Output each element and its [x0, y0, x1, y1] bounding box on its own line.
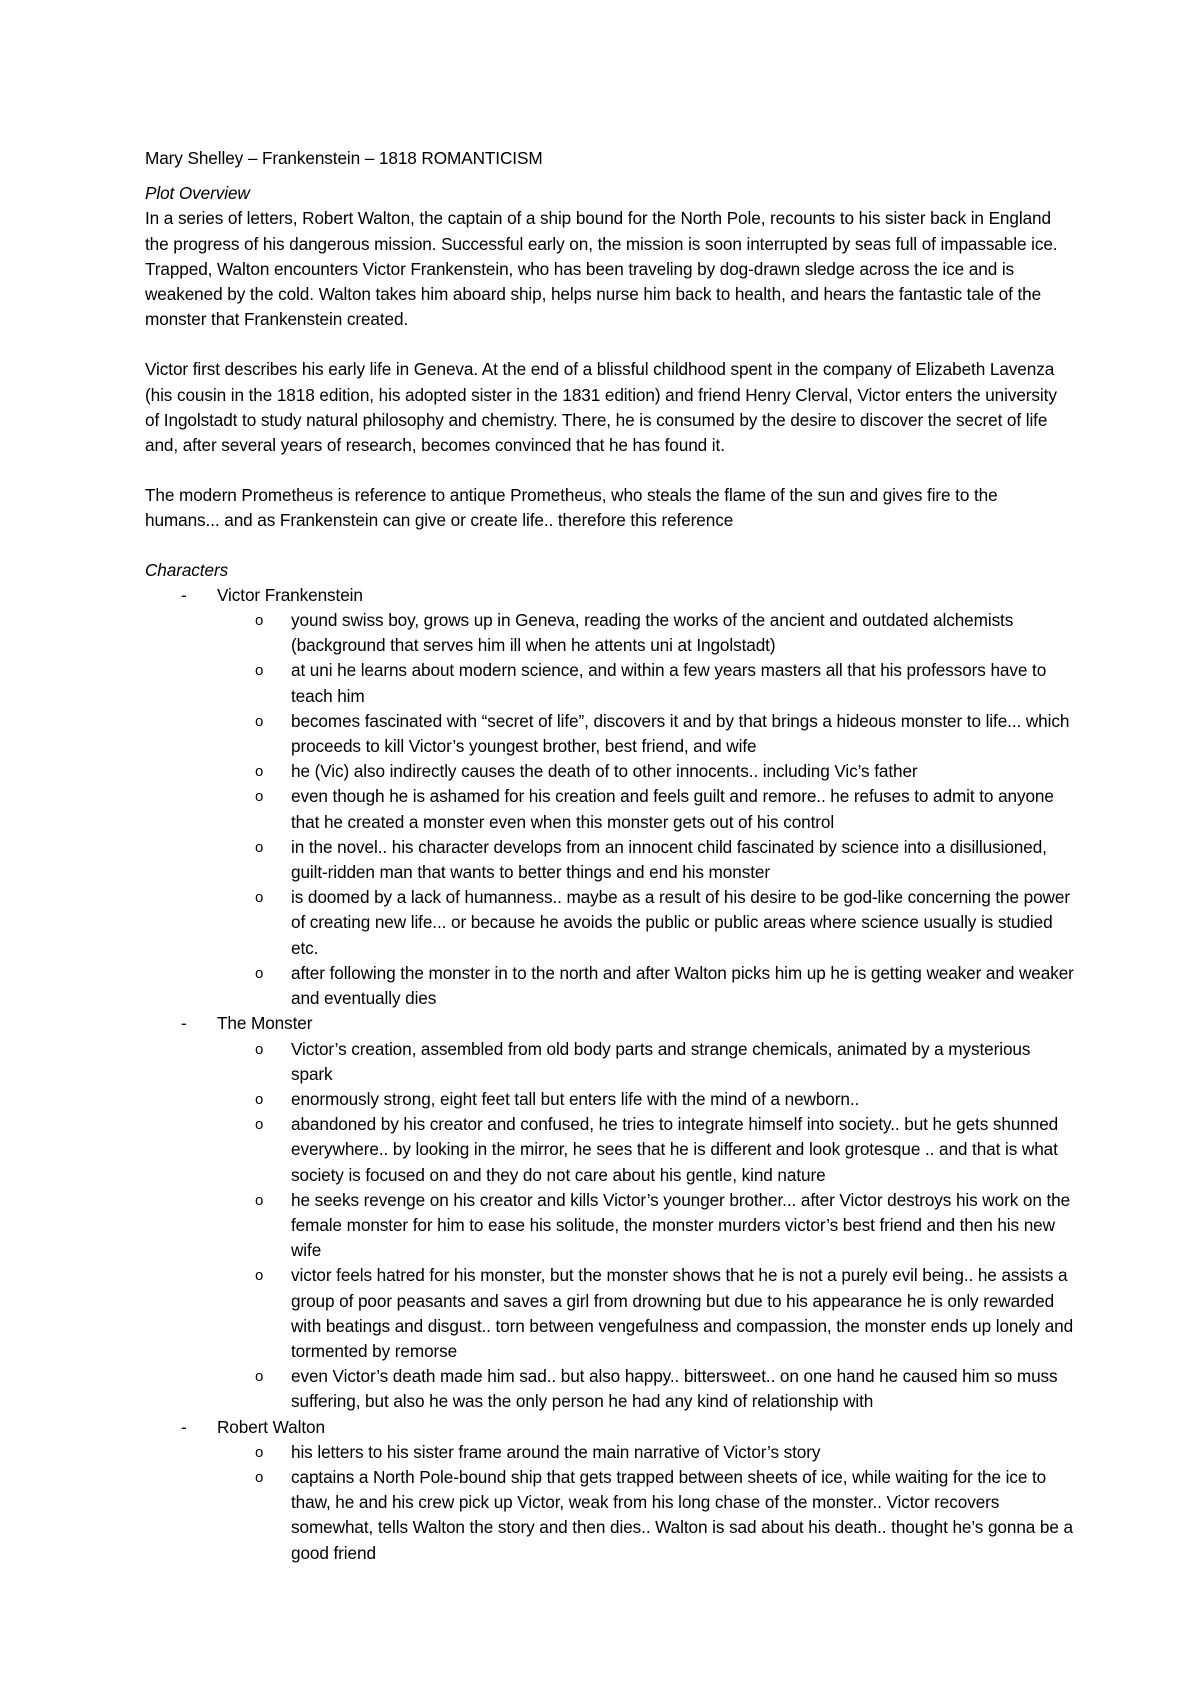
dash-bullet: -: [181, 1416, 187, 1437]
circle-bullet-icon: o: [255, 838, 264, 856]
circle-bullet-icon: o: [255, 1116, 264, 1134]
character-point-text: is doomed by a lack of humanness.. maybe as a result of his desire to be god-like concerning the power of creating new life... or because he avoids the public or public areas where science usually is studied etc.: [291, 887, 1070, 958]
circle-bullet-icon: o: [255, 1191, 264, 1209]
character-point: [145, 1087, 1075, 1112]
character-point-text: victor feels hatred for his monster, but the monster shows that he is not a purely evil being.. he assists a group of poor peasants and saves a girl from drowning but due to his appearance he is only rewarded with beatings and disgust.. torn between vengefulness and compassion, the monster ends up lonely and tormented by remorse: [291, 1265, 1074, 1361]
character-point: [145, 1364, 1075, 1414]
character-point: [145, 835, 1075, 885]
character-point: [145, 784, 1075, 834]
character-point-text: Victor’s creation, assembled from old body parts and strange chemicals, animated by a mysterious spark: [291, 1038, 1031, 1084]
plot-paragraph-1: In a series of letters, Robert Walton, the captain of a ship bound for the North Pole, recounts to his sister back in England the progress of his dangerous mission. Successful early on, the mission is soon interrupted by seas full of impassable ice. Trapped, Walton encounters Victor Frankenstein, who has been traveling by dog-drawn sledge across the ice and is weakened by the cold. Walton takes him aboard ship, helps nurse him back to health, and hears the fantastic tale of the monster that Frankenstein created.: [145, 208, 1058, 330]
character-name: Victor Frankenstein: [217, 584, 363, 605]
circle-bullet-icon: o: [255, 712, 264, 730]
circle-bullet-icon: o: [255, 662, 264, 680]
circle-bullet-icon: o: [255, 612, 264, 630]
circle-bullet-icon: o: [255, 1267, 264, 1285]
character-point-text: his letters to his sister frame around the main narrative of Victor’s story: [291, 1441, 821, 1462]
character-point-text: enormously strong, eight feet tall but enters life with the mind of a newborn..: [291, 1088, 860, 1109]
circle-bullet-icon: o: [255, 788, 264, 806]
character-point-text: yound swiss boy, grows up in Geneva, reading the works of the ancient and outdated alchemists (background that serves him ill when he attents uni at Ingolstadt): [291, 610, 1014, 656]
character-point-text: abandoned by his creator and confused, he tries to integrate himself into society.. but he gets shunned everywhere.. by looking in the mirror, he sees that he is different and look grotesque .. and that is what society is focused on and they do not care about his gentle, kind nature: [291, 1114, 1059, 1185]
character-point-text: he seeks revenge on his creator and kills Victor’s younger brother... after Victor destroys his work on the female monster for him to ease his solitude, the monster murders victor’s best friend and then his new wife: [291, 1189, 1071, 1261]
character-point: [145, 1188, 1075, 1264]
character-point-text: even Victor’s death made him sad.. but also happy.. bittersweet.. on one hand he caused him so muss suffering, but also he was the only person he had any kind of relationship with: [291, 1366, 1058, 1412]
circle-bullet-icon: o: [255, 1468, 264, 1486]
character-point-text: in the novel.. his character develops from an innocent child fascinated by science into a disillusioned, guilt-ridden man that wants to better things and end his monster: [291, 836, 1047, 883]
character-point: [145, 1263, 1075, 1364]
character-point-text: he (Vic) also indirectly causes the death of to other innocents.. including Vic’s father: [291, 761, 918, 782]
document-body: [145, 146, 1075, 1566]
character-point: [145, 1440, 1075, 1465]
character-point-text: even though he is ashamed for his creation and feels guilt and remore.. he refuses to admit to anyone that he created a monster even when this monster gets out of his control: [291, 786, 1054, 832]
character-name-item: [145, 1011, 1075, 1036]
circle-bullet-icon: o: [255, 1040, 264, 1058]
character-point: [145, 1465, 1075, 1566]
character-point-text: at uni he learns about modern science, and within a few years masters all that his professors have to teach him: [291, 660, 1047, 706]
character-points-list: [145, 1440, 1075, 1566]
character-name-item: [145, 1415, 1075, 1440]
plot-paragraph-3: The modern Prometheus is reference to antique Prometheus, who steals the flame of the sun and gives fire to the humans... and as Frankenstein can give or create life.. therefore this reference: [145, 485, 998, 531]
character-points-list: [145, 1037, 1075, 1415]
document-title: Mary Shelley – Frankenstein – 1818 ROMANTICISM: [145, 148, 543, 168]
character-name: Robert Walton: [217, 1416, 325, 1437]
character-name: The Monster: [217, 1013, 313, 1034]
character-points-list: [145, 608, 1075, 1011]
character-section: [145, 1415, 1075, 1566]
character-list: [145, 583, 1075, 1566]
circle-bullet-icon: o: [255, 964, 264, 982]
circle-bullet-icon: o: [255, 763, 264, 781]
character-name-item: [145, 583, 1075, 608]
dash-bullet: -: [181, 584, 187, 605]
plot-overview-heading: Plot Overview: [145, 183, 250, 204]
character-point-text: captains a North Pole-bound ship that gets trapped between sheets of ice, while waiting for the ice to thaw, he and his crew pick up Victor, weak from his long chase of the monster.. Victor recovers somewhat, tells Walton the story and then dies.. Walton is sad about his death.. thought he’s gonna be a good friend: [291, 1466, 1073, 1563]
dash-bullet: -: [181, 1013, 187, 1034]
character-point-text: becomes fascinated with “secret of life”, discovers it and by that brings a hideous monster to life... which proceeds to kill Victor’s youngest brother, best friend, and wife: [291, 710, 1070, 757]
character-point: [145, 1112, 1075, 1188]
character-point: [145, 1037, 1075, 1087]
circle-bullet-icon: o: [255, 1443, 264, 1461]
character-point: [145, 759, 1075, 784]
circle-bullet-icon: o: [255, 1368, 264, 1386]
circle-bullet-icon: o: [255, 1090, 264, 1108]
plot-paragraph-2: Victor first describes his early life in Geneva. At the end of a blissful childhood spent in the company of Elizabeth Lavenza (his cousin in the 1818 edition, his adopted sister in the 1831 edition) and friend Henry Clerval, Victor enters the university of Ingolstadt to study natural philosophy and chemistry. There, he is consumed by the desire to discover the secret of life and, after several years of research, becomes convinced that he has found it.: [145, 359, 1057, 456]
character-point: [145, 608, 1075, 658]
characters-heading: Characters: [145, 559, 229, 580]
character-section: [145, 1011, 1075, 1414]
character-point: [145, 961, 1075, 1011]
character-point: [145, 658, 1075, 708]
character-point: [145, 885, 1075, 961]
character-point-text: after following the monster in to the north and after Walton picks him up he is getting weaker and weaker and eventually dies: [291, 962, 1074, 1009]
character-point: [145, 709, 1075, 759]
circle-bullet-icon: o: [255, 889, 264, 907]
character-section: [145, 583, 1075, 1011]
